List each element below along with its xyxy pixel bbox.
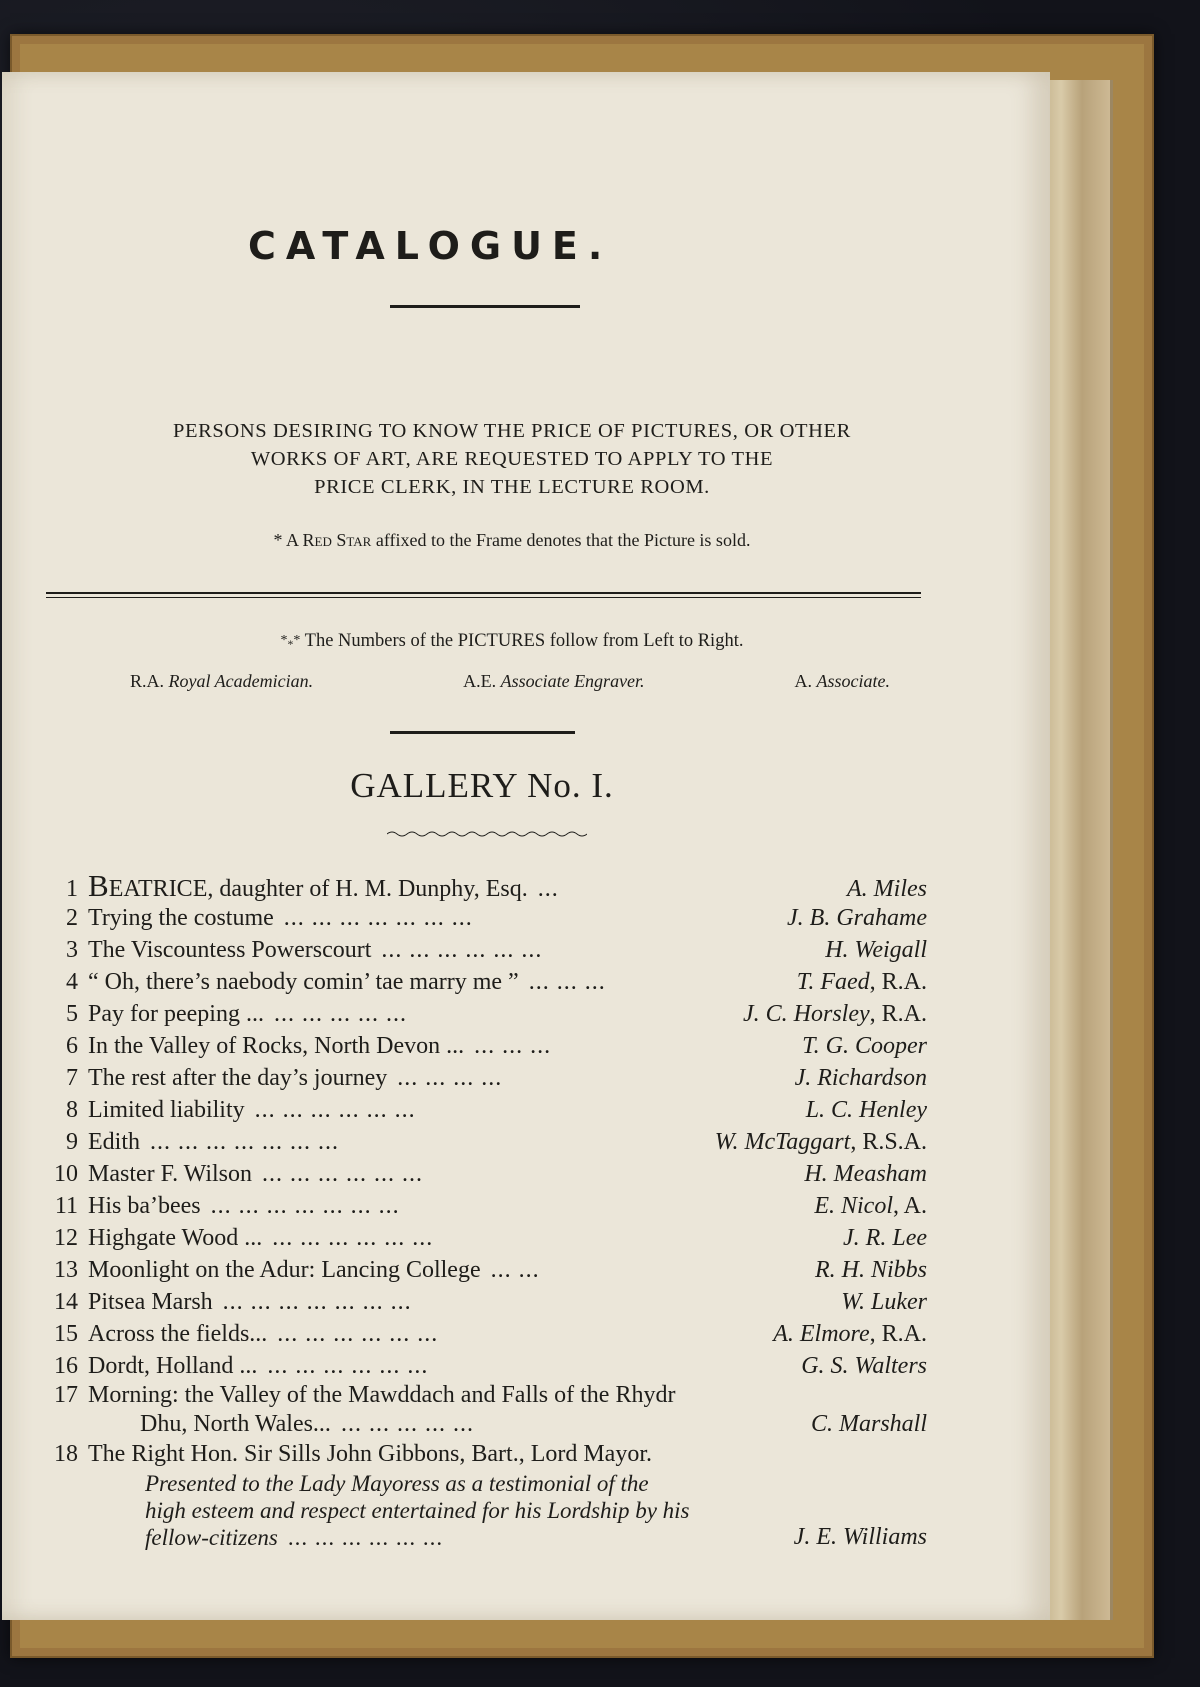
artist-name: G. S. Walters [801, 1353, 927, 1379]
entry-title: The Right Hon. Sir Sills John Gibbons, Bart., Lord Mayor. [88, 1441, 652, 1467]
page-edges [1040, 80, 1113, 1620]
notice-line-2: WORKS OF ART, ARE REQUESTED TO APPLY TO THE [250, 448, 774, 470]
entry-artist [843, 1222, 927, 1254]
entry-row [42, 1382, 927, 1409]
entry-number: 6 [66, 1033, 78, 1059]
section-rule [390, 731, 575, 734]
entry-row [42, 1190, 927, 1222]
entry-title: Master F. Wilson [88, 1161, 253, 1187]
gallery-title: GALLERY No. I. [350, 766, 614, 805]
catalogue-page [2, 72, 1050, 1620]
entry-title: Pay for peeping ... [88, 1001, 264, 1027]
entry-artist [806, 1094, 927, 1126]
leader-dots: ... ... ... ... [397, 1065, 503, 1091]
entry-artist [715, 1126, 927, 1158]
double-rule-top [46, 592, 921, 594]
leader-dots: ... ... ... ... ... ... [287, 1525, 444, 1550]
red-star-prefix: * A [273, 530, 303, 550]
entry-row [42, 1350, 927, 1382]
leader-dots: ... ... [490, 1257, 540, 1283]
drop-initial: B [88, 868, 109, 903]
entry-title: In the Valley of Rocks, North Devon ... [88, 1033, 465, 1059]
entry-row [42, 1254, 927, 1286]
abbrev-ra-code: R.A. [130, 671, 165, 691]
entry-artist [804, 1158, 927, 1190]
entry-artist [787, 902, 927, 934]
leader-dots: ... ... ... ... ... [273, 1001, 407, 1027]
entry-number: 14 [54, 1289, 78, 1315]
abbrev-ra-meaning: Royal Academician. [168, 671, 314, 691]
abbrev-a-meaning: Associate. [816, 671, 890, 691]
entry-number: 5 [66, 1001, 78, 1027]
entry-row [42, 1030, 927, 1062]
entry-number: 16 [54, 1353, 78, 1379]
artist-suffix: , R.S.A. [850, 1129, 927, 1155]
entry-description-last [42, 1524, 927, 1551]
abbrev-a-code: A. [794, 671, 812, 691]
abbrev-ra [130, 671, 313, 692]
leader-dots: ... ... ... [474, 1033, 552, 1059]
entry-artist [841, 1286, 927, 1318]
entry-artist [802, 1030, 927, 1062]
asterism-mark: $*_**$ [280, 633, 301, 651]
entry-number: 7 [66, 1065, 78, 1091]
entry-number: 13 [54, 1257, 78, 1283]
entry-number: 18 [54, 1441, 78, 1467]
abbrev-ae-meaning: Associate Engraver. [500, 671, 645, 691]
entry-title: Pitsea Marsh [88, 1289, 213, 1315]
artist-suffix: , A. [892, 1193, 927, 1219]
entry-number: 3 [66, 937, 78, 963]
artist-suffix: , R.A. [869, 1321, 927, 1347]
entry-title: Morning: the Valley of the Mawddach and Falls of the Rhydr [88, 1382, 676, 1408]
catalogue-entries [42, 870, 927, 1551]
leader-dots: ... ... ... ... ... ... [267, 1353, 429, 1379]
artist-name: T. Faed [796, 969, 870, 995]
abbrev-a [795, 671, 891, 692]
leader-dots: ... ... ... [528, 969, 606, 995]
artist-name: J. R. Lee [843, 1225, 927, 1251]
price-notice [62, 417, 962, 501]
artist-name: C. Marshall [810, 1411, 927, 1437]
entry-title [88, 870, 528, 905]
artist-suffix: , R.A. [869, 969, 927, 995]
page-title: CATALOGUE. [248, 224, 613, 268]
artist-name: L. C. Henley [805, 1097, 927, 1123]
entry-title: Highgate Wood ... [88, 1225, 263, 1251]
artist-name: T. G. Cooper [802, 1033, 927, 1059]
entry-number: 12 [54, 1225, 78, 1251]
entry-artist [773, 1318, 927, 1350]
entry-continuation [42, 1409, 927, 1439]
entry-title: The Viscountess Powerscourt [88, 937, 372, 963]
entry-row [42, 870, 927, 902]
entry-description-end: fellow-citizens [145, 1525, 278, 1550]
leader-dots: ... ... ... ... ... ... ... [210, 1193, 400, 1219]
entry-row [42, 1158, 927, 1190]
double-rule-bottom [46, 597, 921, 598]
entry-title: Edith [88, 1129, 140, 1155]
title-rule [390, 305, 580, 308]
leader-dots: ... [537, 876, 559, 902]
artist-name: R. H. Nibbs [814, 1257, 927, 1283]
artist-name: W. McTaggart [714, 1129, 851, 1155]
artist-name: J. C. Horsley [743, 1001, 870, 1027]
entry-artist [743, 998, 927, 1030]
entry-artist [801, 1350, 927, 1382]
entry-description-line: high esteem and respect entertained for his Lordship by his [145, 1498, 690, 1523]
leader-dots: ... ... ... ... ... ... ... [222, 1289, 412, 1315]
entry-artist [814, 1190, 927, 1222]
entry-title-text: EATRICE, daughter of H. M. Dunphy, Esq. [108, 876, 528, 902]
entry-title: Across the fields... [88, 1321, 268, 1347]
entry-artist [797, 966, 927, 998]
red-star-label: Red Star [302, 530, 372, 550]
leader-dots: ... ... ... ... ... ... ... [150, 1129, 339, 1155]
entry-number: 4 [66, 969, 78, 995]
artist-name: H. Weigall [825, 937, 927, 963]
entry-title: Dordt, Holland ... [88, 1353, 258, 1379]
abbrev-ae-code: A.E. [463, 671, 497, 691]
entry-row [42, 1094, 927, 1126]
leader-dots: ... ... ... ... ... ... [254, 1097, 416, 1123]
abbreviations [130, 671, 890, 692]
notice-line-3: PRICE CLERK, IN THE LECTURE ROOM. [314, 476, 710, 498]
entry-number: 2 [66, 905, 78, 931]
artist-name: A. Miles [847, 876, 927, 902]
entry-title: The rest after the day’s journey [88, 1065, 388, 1091]
entry-row [42, 934, 927, 966]
entry-row [42, 1126, 927, 1158]
entry-row [42, 998, 927, 1030]
leader-dots: ... ... ... ... ... [340, 1411, 474, 1437]
artist-name: J. B. Grahame [787, 905, 927, 931]
entry-title: Trying the costume [88, 905, 274, 931]
entry-description-line: Presented to the Lady Mayoress as a testimonial of the [145, 1471, 649, 1496]
artist-name: E. Nicol [814, 1193, 893, 1219]
artist-name: J. Richardson [794, 1065, 927, 1091]
red-star-text: affixed to the Frame denotes that the Picture is sold. [371, 530, 751, 550]
entry-artist [811, 1409, 927, 1439]
entry-artist [794, 1524, 927, 1551]
artist-name: J. E. Williams [793, 1524, 927, 1550]
artist-name: A. Elmore [773, 1321, 870, 1347]
artist-suffix: , R.A. [869, 1001, 927, 1027]
leader-dots: ... ... ... ... ... ... [262, 1161, 424, 1187]
entry-artist [847, 873, 927, 905]
leader-dots: ... ... ... ... ... ... [381, 937, 543, 963]
entry-number: 11 [54, 1193, 78, 1219]
entry-number: 8 [66, 1097, 78, 1123]
entry-number: 17 [54, 1382, 78, 1408]
red-star-note [62, 530, 962, 551]
entry-row [42, 1286, 927, 1318]
entry-row [42, 1439, 927, 1470]
entry-row [42, 902, 927, 934]
entry-number: 1 [66, 876, 78, 902]
entry-number: 9 [66, 1129, 78, 1155]
entry-number: 10 [54, 1161, 78, 1187]
numbers-note-text: The Numbers of the PICTURES follow from Left to Right. [304, 631, 744, 651]
artist-name: H. Measham [804, 1161, 927, 1187]
entry-title: Limited liability [88, 1097, 245, 1123]
leader-dots: ... ... ... ... ... ... [272, 1225, 434, 1251]
entry-artist [795, 1062, 927, 1094]
entry-artist [815, 1254, 927, 1286]
abbrev-ae [463, 671, 644, 692]
entry-title: “ Oh, there’s naebody comin’ tae marry me ” [88, 969, 519, 995]
entry-number: 15 [54, 1321, 78, 1347]
entry-title: His ba’bees [88, 1193, 201, 1219]
entry-row [42, 1222, 927, 1254]
entry-title: Moonlight on the Adur: Lancing College [88, 1257, 481, 1283]
leader-dots: ... ... ... ... ... ... [277, 1321, 439, 1347]
entry-artist [825, 934, 927, 966]
entry-row [42, 1062, 927, 1094]
entry-title-cont: Dhu, North Wales... [140, 1411, 331, 1437]
entry-row [42, 1318, 927, 1350]
artist-name: W. Luker [841, 1289, 927, 1315]
entry-row [42, 966, 927, 998]
notice-line-1: PERSONS DESIRING TO KNOW THE PRICE OF PICTURES, OR OTHER [173, 420, 851, 442]
numbers-note [62, 631, 962, 652]
ornament-squiggle [387, 829, 587, 839]
leader-dots: ... ... ... ... ... ... ... [283, 905, 473, 931]
